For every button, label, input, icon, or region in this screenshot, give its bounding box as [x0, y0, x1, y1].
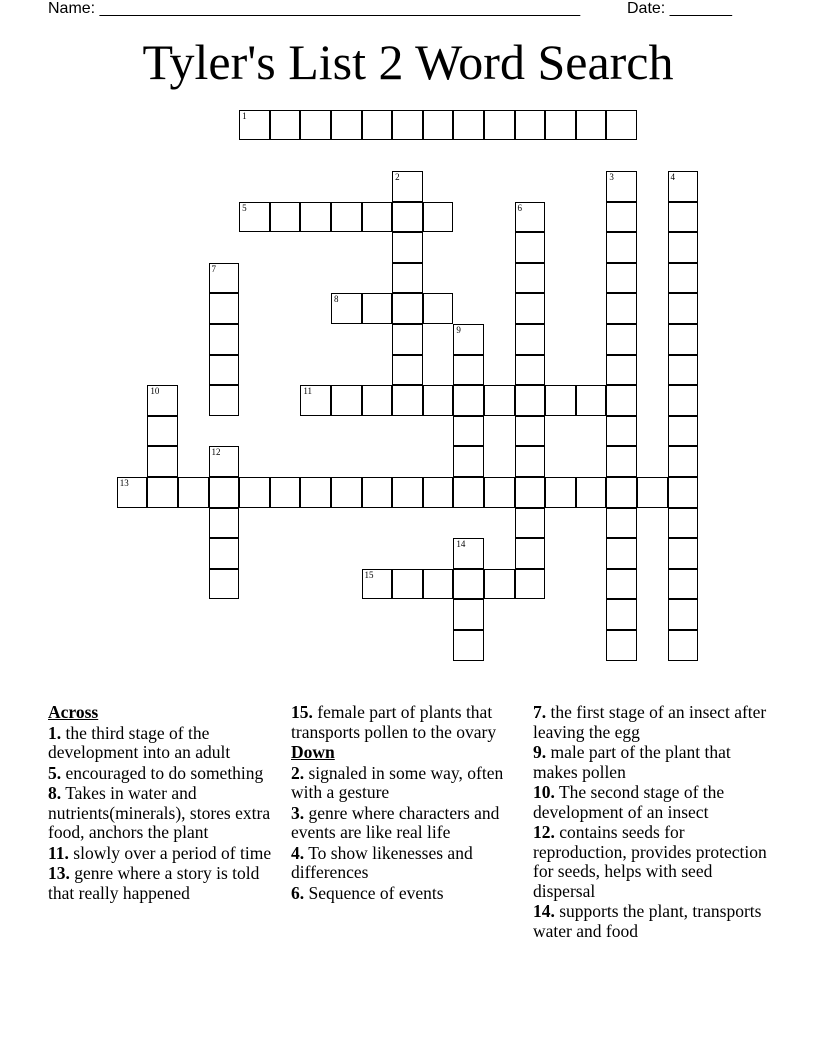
- grid-cell[interactable]: [453, 355, 484, 386]
- clue-across-11: 11. slowly over a period of time: [48, 842, 272, 863]
- clue-number: 5: [242, 202, 247, 213]
- grid-cell[interactable]: [515, 446, 546, 477]
- grid-cell[interactable]: [545, 477, 576, 508]
- name-field: Name: ______________________________________________________: [48, 0, 581, 17]
- grid-cell[interactable]: [453, 569, 484, 600]
- grid-cell[interactable]: [392, 171, 423, 202]
- clue-number: 15: [364, 569, 374, 580]
- clue-number: 9: [456, 324, 461, 335]
- grid-cell[interactable]: [423, 293, 454, 324]
- grid-cell[interactable]: [606, 355, 637, 386]
- grid-cell[interactable]: [209, 355, 240, 386]
- clue-number: 11: [303, 386, 313, 397]
- grid-cell[interactable]: [178, 477, 209, 508]
- grid-cell[interactable]: [423, 110, 454, 141]
- date-field: Date: _______: [627, 0, 732, 17]
- grid-cell[interactable]: [453, 538, 484, 569]
- clue-down-6: 6. Sequence of events: [291, 882, 444, 903]
- grid-cell[interactable]: [362, 385, 393, 416]
- grid-cell[interactable]: [606, 416, 637, 447]
- clue-down-2: 2. signaled in some way, often with a gesture: [291, 762, 504, 802]
- grid-cell[interactable]: [270, 477, 301, 508]
- clue-across-1: 1. the third stage of the development into an adult: [48, 722, 231, 762]
- grid-cell[interactable]: [515, 110, 546, 141]
- grid-cell[interactable]: [300, 385, 331, 416]
- down-heading: Down: [291, 742, 335, 762]
- grid-cell[interactable]: [515, 385, 546, 416]
- grid-cell[interactable]: [209, 508, 240, 539]
- grid-cell[interactable]: [576, 110, 607, 141]
- grid-cell[interactable]: [453, 477, 484, 508]
- clue-number: 1: [242, 110, 247, 121]
- grid-cell[interactable]: [117, 477, 148, 508]
- grid-cell[interactable]: [209, 477, 240, 508]
- grid-cell[interactable]: [606, 110, 637, 141]
- grid-cell[interactable]: [147, 385, 178, 416]
- grid-cell[interactable]: [392, 385, 423, 416]
- grid-cell[interactable]: [515, 293, 546, 324]
- clue-number: 10: [150, 386, 160, 397]
- grid-cell[interactable]: [362, 110, 393, 141]
- grid-cell[interactable]: [606, 171, 637, 202]
- grid-cell[interactable]: [515, 538, 546, 569]
- grid-cell[interactable]: [453, 446, 484, 477]
- grid-cell[interactable]: [668, 446, 699, 477]
- clue-down-3: 3. genre where characters and events are like real life: [291, 802, 500, 842]
- grid-cell[interactable]: [392, 110, 423, 141]
- grid-cell[interactable]: [515, 416, 546, 447]
- grid-cell[interactable]: [392, 569, 423, 600]
- grid-cell[interactable]: [300, 477, 331, 508]
- clue-number: 14: [456, 539, 466, 550]
- grid-cell[interactable]: [668, 538, 699, 569]
- grid-cell[interactable]: [606, 477, 637, 508]
- grid-cell[interactable]: [637, 477, 668, 508]
- grid-cell[interactable]: [668, 171, 699, 202]
- grid-cell[interactable]: [668, 293, 699, 324]
- grid-cell[interactable]: [453, 324, 484, 355]
- clue-number: 3: [609, 171, 614, 182]
- grid-cell[interactable]: [484, 385, 515, 416]
- grid-cell[interactable]: [668, 232, 699, 263]
- grid-cell[interactable]: [331, 202, 362, 233]
- clue-down-10: 10. The second stage of the development of an insect: [533, 782, 725, 822]
- clue-number: 7: [211, 263, 217, 274]
- grid-cell[interactable]: [668, 569, 699, 600]
- grid-cell[interactable]: [423, 202, 454, 233]
- clue-across-13: 13. genre where a story is told that really happened: [48, 863, 260, 903]
- clues-column-3: [533, 703, 773, 942]
- grid-cell[interactable]: [147, 416, 178, 447]
- grid-cell[interactable]: [606, 293, 637, 324]
- grid-cell[interactable]: [453, 599, 484, 630]
- grid-cell[interactable]: [484, 569, 515, 600]
- grid-cell[interactable]: [606, 538, 637, 569]
- grid-cell[interactable]: [300, 202, 331, 233]
- grid-cell[interactable]: [515, 324, 546, 355]
- across-heading: Across: [48, 702, 99, 722]
- grid-cell[interactable]: [423, 477, 454, 508]
- grid-cell[interactable]: [515, 232, 546, 263]
- grid-cell[interactable]: [668, 416, 699, 447]
- grid-cell[interactable]: [576, 385, 607, 416]
- grid-cell[interactable]: [606, 599, 637, 630]
- grid-cell[interactable]: [606, 508, 637, 539]
- grid-cell[interactable]: [515, 508, 546, 539]
- grid-cell[interactable]: [668, 385, 699, 416]
- grid-cell[interactable]: [515, 202, 546, 233]
- grid-cell[interactable]: [576, 477, 607, 508]
- grid-cell[interactable]: [606, 385, 637, 416]
- grid-cell[interactable]: [392, 293, 423, 324]
- clues-column-1: [48, 703, 288, 904]
- grid-cell[interactable]: [331, 110, 362, 141]
- grid-cell[interactable]: [147, 446, 178, 477]
- grid-cell[interactable]: [209, 324, 240, 355]
- clue-number: 12: [211, 447, 221, 458]
- grid-cell[interactable]: [606, 232, 637, 263]
- clue-number: 8: [333, 294, 339, 305]
- grid-cell[interactable]: [209, 538, 240, 569]
- clue-number: 6: [517, 202, 523, 213]
- grid-cell[interactable]: [668, 202, 699, 233]
- grid-cell[interactable]: [668, 324, 699, 355]
- grid-cell[interactable]: [300, 110, 331, 141]
- grid-cell[interactable]: [515, 263, 546, 294]
- grid-cell[interactable]: [392, 355, 423, 386]
- grid-cell[interactable]: [209, 293, 240, 324]
- clue-down-9: 9. male part of the plant that makes pollen: [533, 742, 731, 782]
- grid-cell[interactable]: [515, 477, 546, 508]
- grid-cell[interactable]: [362, 293, 393, 324]
- grid-cell[interactable]: [515, 569, 546, 600]
- grid-cell[interactable]: [606, 446, 637, 477]
- grid-cell[interactable]: [606, 569, 637, 600]
- clue-down-7: 7. the first stage of an insect after leaving the egg: [533, 702, 767, 742]
- grid-cell[interactable]: [239, 202, 270, 233]
- clue-number: 13: [119, 477, 129, 488]
- grid-cell[interactable]: [392, 232, 423, 263]
- grid-cell[interactable]: [239, 477, 270, 508]
- grid-cell[interactable]: [668, 477, 699, 508]
- clue-number: 2: [395, 171, 400, 182]
- grid-cell[interactable]: [606, 263, 637, 294]
- grid-cell[interactable]: [270, 202, 301, 233]
- grid-cell[interactable]: [209, 446, 240, 477]
- grid-cell[interactable]: [362, 202, 393, 233]
- grid-cell[interactable]: [423, 385, 454, 416]
- grid-cell[interactable]: [392, 477, 423, 508]
- grid-cell[interactable]: [331, 477, 362, 508]
- grid-cell[interactable]: [668, 630, 699, 661]
- grid-cell[interactable]: [453, 110, 484, 141]
- grid-cell[interactable]: [606, 324, 637, 355]
- grid-cell[interactable]: [545, 385, 576, 416]
- grid-cell[interactable]: [606, 630, 637, 661]
- grid-cell[interactable]: [392, 202, 423, 233]
- grid-cell[interactable]: [209, 569, 240, 600]
- grid-cell[interactable]: [484, 110, 515, 141]
- page-title: Tyler's List 2 Word Search: [142, 34, 674, 90]
- grid-cell[interactable]: [453, 385, 484, 416]
- grid-cell[interactable]: [545, 110, 576, 141]
- grid-cell[interactable]: [515, 355, 546, 386]
- clue-down-12: 12. contains seeds for reproduction, provides protection for seeds, helps with seed dispersal: [533, 822, 767, 901]
- grid-cell[interactable]: [239, 110, 270, 141]
- grid-cell[interactable]: [209, 385, 240, 416]
- grid-cell[interactable]: [606, 202, 637, 233]
- grid-cell[interactable]: [668, 263, 699, 294]
- grid-cell[interactable]: [668, 599, 699, 630]
- grid-cell[interactable]: [270, 110, 301, 141]
- clue-across-8: 8. Takes in water and nutrients(minerals), stores extra food, anchors the plant: [48, 783, 271, 842]
- clue-number: 4: [670, 171, 676, 182]
- grid-cell[interactable]: [392, 263, 423, 294]
- grid-cell[interactable]: [423, 569, 454, 600]
- clue-across-5: 5. encouraged to do something: [48, 762, 264, 783]
- grid-cell[interactable]: [484, 477, 515, 508]
- grid-cell[interactable]: [331, 385, 362, 416]
- grid-cell[interactable]: [147, 477, 178, 508]
- grid-cell[interactable]: [392, 324, 423, 355]
- grid-cell[interactable]: [453, 630, 484, 661]
- clues-column-2: [291, 703, 531, 904]
- clue-down-4: 4. To show likenesses and differences: [291, 842, 473, 882]
- grid-cell[interactable]: [453, 416, 484, 447]
- grid-cell[interactable]: [209, 263, 240, 294]
- grid-cell[interactable]: [362, 477, 393, 508]
- grid-cell[interactable]: [331, 293, 362, 324]
- grid-cell[interactable]: [668, 355, 699, 386]
- clue-down-14: 14. supports the plant, transports water and food: [533, 901, 762, 941]
- grid-cell[interactable]: [668, 508, 699, 539]
- grid-cell[interactable]: [362, 569, 393, 600]
- clue-across-15: 15. female part of plants that transports pollen to the ovary: [291, 702, 497, 742]
